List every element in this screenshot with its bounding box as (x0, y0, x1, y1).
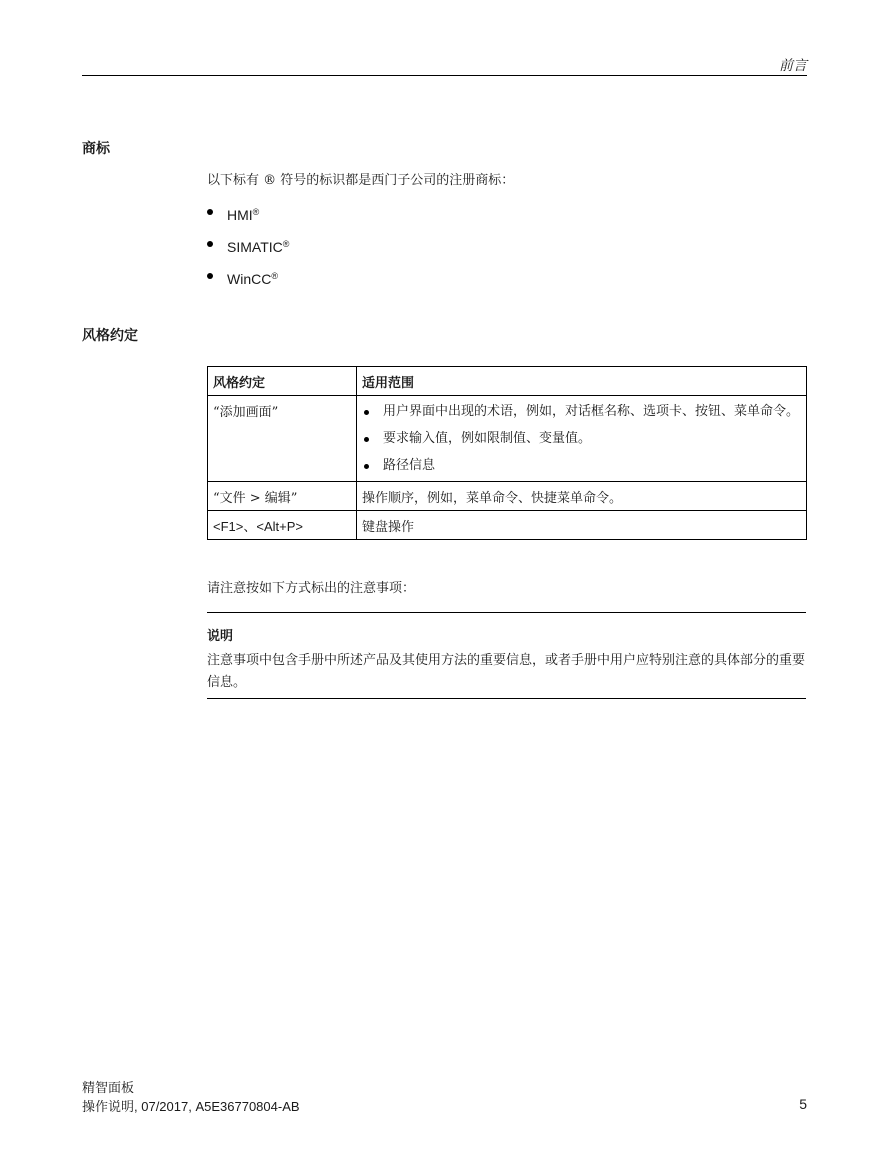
scope-item: 用户界面中出现的术语，例如，对话框名称、选项卡、按钮、菜单命令。 (383, 404, 800, 419)
note-title: 说明 (207, 629, 234, 644)
footer-doc-info (82, 1096, 300, 1115)
header-rule (82, 75, 807, 76)
footer-product: 精智面板 (82, 1081, 135, 1096)
footer-doc-label: 操作说明 (82, 1100, 135, 1115)
trademarks-intro: 以下标有 ® 符号的标识都是西门子公司的注册商标： (207, 173, 515, 188)
registered-mark: ® (252, 207, 260, 217)
style-cell: “添加画面” (208, 396, 357, 482)
list-item (362, 401, 801, 423)
style-cell: <F1>、<Alt+P> (208, 511, 357, 540)
bullet-icon (364, 410, 369, 415)
trademark-name: SIMATIC (227, 239, 283, 255)
bullet-icon (364, 437, 369, 442)
bullet-icon (364, 464, 369, 469)
note-box (207, 612, 806, 699)
header-title: 前言 (779, 58, 807, 74)
bullet-icon (207, 273, 213, 279)
trademark-name: WinCC (227, 271, 272, 287)
style-cell: “文件 > 编辑” (208, 482, 357, 511)
table-row (208, 482, 807, 511)
table-row (208, 511, 807, 540)
scope-item: 路径信息 (383, 458, 436, 473)
column-header-scope: 适用范围 (357, 367, 807, 396)
registered-mark: ® (282, 239, 290, 249)
page-number: 5 (799, 1096, 807, 1112)
scope-item: 要求输入值，例如限制值、变量值。 (383, 431, 592, 446)
list-item (362, 428, 801, 450)
scope-cell: 操作顺序，例如，菜单命令、快捷菜单命令。 (357, 482, 807, 511)
table-row (208, 396, 807, 482)
column-header-style: 风格约定 (208, 367, 357, 396)
trademarks-heading: 商标 (82, 141, 110, 157)
list-item (207, 201, 289, 233)
trademark-list (207, 201, 289, 297)
scope-cell: 键盘操作 (357, 511, 807, 540)
conventions-table (207, 366, 807, 540)
table-header-row (208, 367, 807, 396)
footer-doc-number: , 07/2017, A5E36770804-AB (134, 1099, 300, 1114)
scope-list (362, 401, 801, 477)
bullet-icon (207, 241, 213, 247)
list-item (207, 265, 289, 297)
list-item (362, 455, 801, 477)
bullet-icon (207, 209, 213, 215)
trademark-name: HMI (227, 207, 253, 223)
list-item (207, 233, 289, 265)
note-intro: 请注意按如下方式标出的注意事项： (207, 581, 416, 596)
registered-mark: ® (271, 271, 278, 281)
conventions-heading: 风格约定 (82, 328, 138, 344)
scope-cell (357, 396, 807, 482)
note-text: 注意事项中包含手册中所述产品及其使用方法的重要信息，或者手册中用户应特别注意的具体部分的重要信息。 (207, 653, 806, 690)
